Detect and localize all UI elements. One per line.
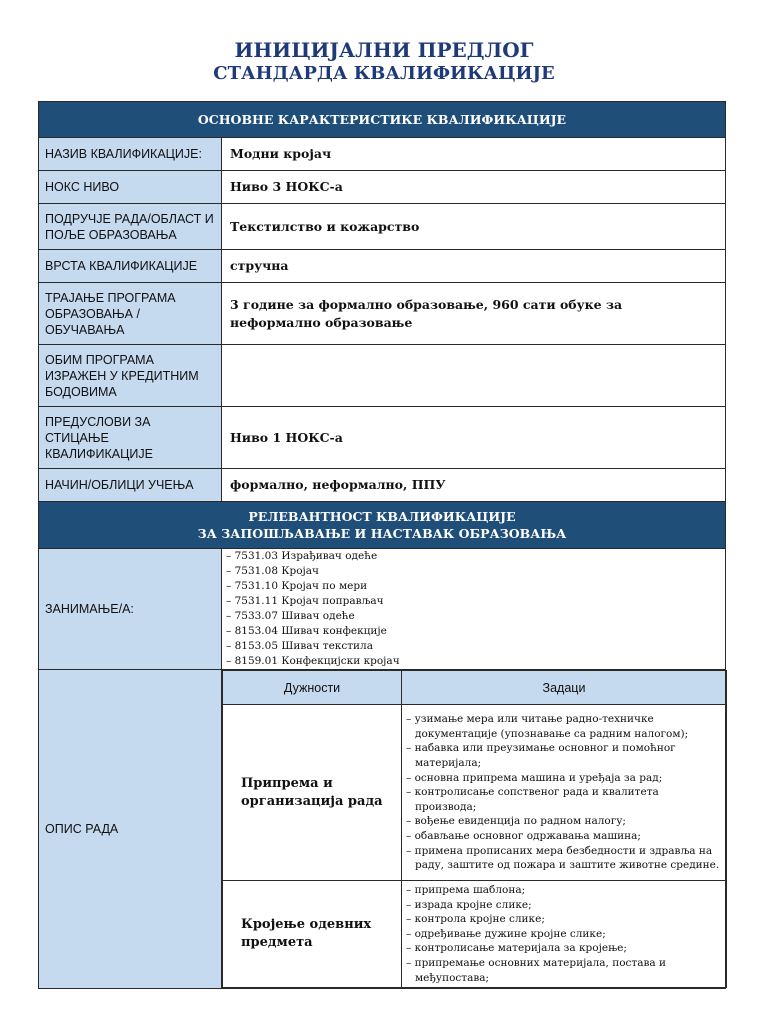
occupation-item: – 7531.10 Кројач по мери (226, 580, 368, 592)
occupation-item: – 8159.01 Конфекцијски кројач (226, 655, 400, 667)
row-label-credits: ОБИМ ПРОГРАМА ИЗРАЖЕН У КРЕДИТНИМ БОДОВИМА (39, 345, 222, 407)
row-label-type: ВРСТА КВАЛИФИКАЦИЈЕ (39, 250, 222, 283)
duty-name-line: организација рада (241, 793, 383, 809)
task-item: – вођење евиденција по радном налогу; (406, 815, 626, 828)
occupations-list (222, 549, 726, 670)
task-item: – примена прописаних мера безбедности и здравља на раду, заштите од пожара и заштите животне средине. (406, 844, 720, 872)
row-label-learning-forms: НАЧИН/ОБЛИЦИ УЧЕЊА (39, 469, 222, 502)
occupation-item: – 8153.04 Шивач конфекције (226, 625, 387, 637)
duty-tasks (402, 705, 727, 881)
task-item: – контрола кројне слике; (406, 913, 545, 926)
row-value-field: Текстилство и кожарство (222, 204, 726, 250)
duty-name (223, 881, 402, 988)
row-value-noks-level: Ниво 3 НОКС-а (222, 171, 726, 204)
task-item: – контролисање сопственог рада и квалитета производа; (406, 786, 659, 813)
task-item: – узимање мера или читање радно-техничке документације (упознавање са радним налогом); (406, 713, 689, 740)
row-value-credits (222, 345, 726, 407)
section-header-relevance-line2: ЗА ЗАПОШЉАВАЊЕ И НАСТАВАК ОБРАЗОВАЊА (197, 526, 567, 541)
occupation-item: – 7531.08 Кројач (226, 565, 319, 577)
task-item: – припрема шаблона; (406, 884, 526, 896)
section-header-relevance-line1: РЕЛЕВАНТНОСТ КВАЛИФИКАЦИЈЕ (248, 509, 516, 524)
row-label-duration: ТРАЈАЊЕ ПРОГРАМА ОБРАЗОВАЊА /ОБУЧАВАЊА (39, 283, 222, 345)
duty-name-line: Кројење одевних (241, 917, 372, 933)
occupations-label: ЗАНИМАЊЕ/А: (39, 549, 222, 670)
duty-name-line: Припрема и (241, 775, 333, 791)
row-value-prerequisites: Ниво 1 НОКС-а (222, 407, 726, 469)
document-title-line1: ИНИЦИЈАЛНИ ПРЕДЛОГ (234, 38, 534, 62)
duty-name (223, 705, 402, 881)
row-value-learning-forms: формално, неформално, ППУ (222, 469, 726, 502)
section-header-relevance (39, 502, 726, 549)
occupation-item: – 8153.05 Шивач текстила (226, 640, 373, 652)
occupation-item: – 7533.07 Шивач одеће (226, 610, 355, 622)
duties-table (222, 670, 727, 988)
task-item: – израда кројне слике; (406, 898, 532, 911)
row-value-name: Модни кројач (222, 138, 726, 171)
occupation-item: – 7531.11 Кројач поправљач (226, 595, 384, 607)
work-description-label: ОПИС РАДА (39, 670, 222, 989)
task-item: – контролисање материјала за кројење; (406, 942, 627, 955)
duty-name-line: предмета (241, 935, 313, 951)
row-value-duration: 3 године за формално образовање, 960 сати обуке за неформално образовање (222, 283, 726, 345)
occupation-item: – 7531.03 Израђивач одеће (226, 550, 378, 562)
task-item: – набавка или преузимање основног и помоћног материјала; (406, 742, 676, 770)
row-label-field: ПОДРУЧЈЕ РАДА/ОБЛАСТ И ПОЉЕ ОБРАЗОВАЊА (39, 204, 222, 250)
work-description-cell (222, 670, 726, 989)
document-title-line2: СТАНДАРДА КВАЛИФИКАЦИЈЕ (213, 63, 555, 84)
row-label-prerequisites: ПРЕДУСЛОВИ ЗА СТИЦАЊЕ КВАЛИФИКАЦИЈЕ (39, 407, 222, 469)
row-label-noks-level: НОКС НИВО (39, 171, 222, 204)
row-label-name: НАЗИВ КВАЛИФИКАЦИЈЕ: (39, 138, 222, 171)
task-item: – припремање основних материјала, постава и међупостава; (406, 956, 667, 984)
task-item: – одређивање дужине кројне слике; (406, 927, 606, 940)
tasks-header: Задаци (402, 671, 727, 705)
qualification-table (38, 101, 726, 989)
duties-header: Дужности (223, 671, 402, 705)
task-item: – основна припрема машина и уређаја за рад; (406, 771, 663, 784)
section-header-basic: ОСНОВНЕ КАРАКТЕРИСТИКЕ КВАЛИФИКАЦИЈЕ (39, 102, 726, 138)
row-value-type: стручна (222, 250, 726, 283)
duty-tasks (402, 881, 727, 988)
task-item: – обављање основног одржавања машина; (406, 829, 641, 842)
